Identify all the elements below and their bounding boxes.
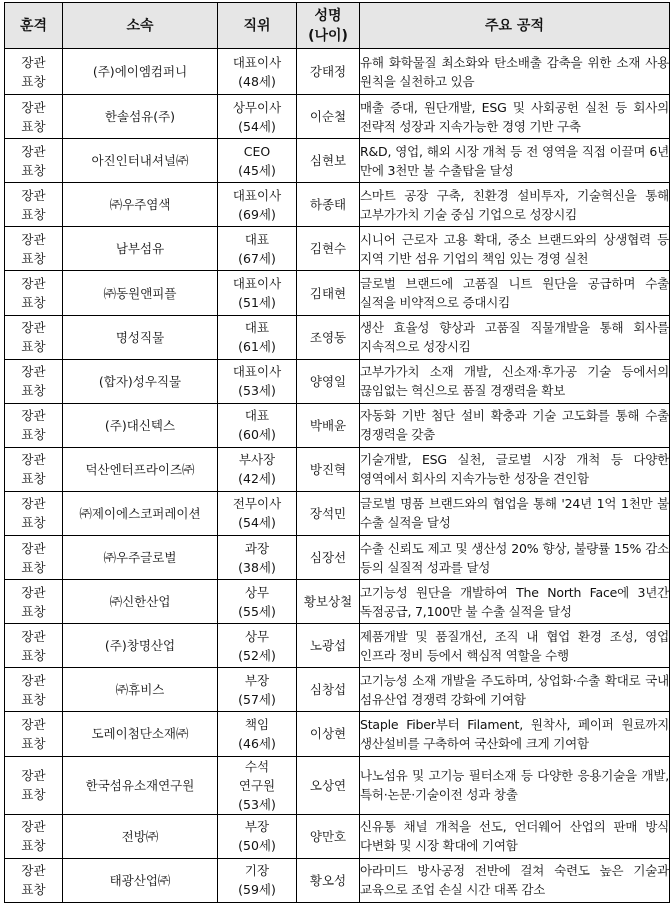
position-line: (57세) [238,691,276,707]
award-cell [5,403,63,447]
position-line: (53세) [238,383,276,399]
affiliation-cell: 남부섬유 [63,227,218,271]
position-cell [218,49,297,95]
award-line: 표창 [21,118,46,134]
name-cell: 박배윤 [297,403,360,447]
award-line: 표창 [21,691,46,707]
name-cell: 심창섭 [297,668,360,712]
position-line: 대표 [244,408,270,424]
achievement-cell: 고기능성 원단을 개발하여 The North Face에 3년간 독점공급, 7,100만 불 수출 실적을 달성 [360,580,670,624]
award-line: 표창 [21,73,46,89]
award-line: 장관 [21,54,46,70]
table-header [5,3,670,49]
affiliation-cell: 한국섬유소재연구원 [63,756,218,814]
table-row [5,95,670,139]
award-line: 표창 [21,735,46,751]
award-cell [5,712,63,756]
table-row [5,359,670,403]
table-row [5,814,670,858]
award-cell [5,858,63,902]
position-line: 수석 [244,758,270,774]
award-cell [5,814,63,858]
achievement-cell: 유해 화학물질 최소화와 탄소배출 감축을 위한 소재 사용 원칙을 실천하고 있음 [360,49,670,95]
position-line: 상무 [244,584,270,600]
award-line: 장관 [21,768,46,784]
position-line: (59세) [238,882,276,898]
position-cell [218,447,297,491]
award-cell [5,756,63,814]
award-line: 표창 [21,515,46,531]
achievement-cell: 수출 신뢰도 제고 및 생산성 20% 향상, 불량률 15% 감소 등의 실질적 성과를 달성 [360,536,670,580]
position-line: (50세) [238,838,276,854]
position-line: 대표이사 [232,54,282,70]
position-line: (53세) [238,796,276,812]
award-line: 장관 [21,540,46,556]
position-line: 연구원 [238,777,276,793]
affiliation-cell: 한솔섬유(주) [63,95,218,139]
name-cell: 장석민 [297,491,360,535]
position-cell [218,95,297,139]
name-cell: 강태정 [297,49,360,95]
position-line: CEO [243,143,271,159]
award-line: 장관 [21,452,46,468]
affiliation-cell: (주)대신텍스 [63,403,218,447]
position-cell [218,756,297,814]
award-line: 표창 [21,838,46,854]
position-line: 부장 [244,819,270,835]
position-cell [218,403,297,447]
name-cell: 심현보 [297,139,360,183]
header-name-line: 성명 [314,7,342,24]
award-line: 표창 [21,339,46,355]
achievement-cell: 고부가가치 소재 개발, 신소재·후가공 기술 등에서의 끊임없는 혁신으로 품질 경쟁력을 확보 [360,359,670,403]
award-cell [5,447,63,491]
award-cell [5,49,63,95]
position-line: (51세) [238,295,276,311]
position-line: 대표이사 [232,276,282,292]
position-line: (55세) [238,603,276,619]
achievement-cell: 글로벌 브랜드에 고품질 니트 원단을 공급하며 수출 실적을 비약적으로 증대시킴 [360,271,670,315]
affiliation-cell: ㈜휴비스 [63,668,218,712]
award-line: 표창 [21,603,46,619]
position-line: (54세) [238,515,276,531]
award-line: 장관 [21,863,46,879]
award-line: 표창 [21,882,46,898]
award-cell [5,139,63,183]
achievement-cell: 기술개발, ESG 실천, 글로벌 시장 개척 등 다양한 영역에서 회사의 지속가능한 성장을 견인함 [360,447,670,491]
achievement-cell: 신유통 채널 개척을 선도, 언더웨어 산업의 판매 방식 다변화 및 시장 확대에 기여함 [360,814,670,858]
name-cell: 이상현 [297,712,360,756]
table-row [5,315,670,359]
awards-table [4,2,670,903]
position-line: 상무 [244,628,270,644]
position-line: (67세) [238,250,276,266]
name-cell: 황오성 [297,858,360,902]
award-line: 장관 [21,231,46,247]
affiliation-cell: ㈜우주염색 [63,183,218,227]
position-cell [218,139,297,183]
name-cell: 김현수 [297,227,360,271]
position-line: (60세) [238,427,276,443]
name-cell: 심장선 [297,536,360,580]
position-cell [218,183,297,227]
header-row [5,3,670,49]
header-name [297,3,360,49]
position-line: (38세) [238,559,276,575]
award-line: 장관 [21,716,46,732]
achievement-cell: R&D, 영업, 해외 시장 개척 등 전 영역을 직접 이끌며 6년 만에 3천만 불 수출탑을 달성 [360,139,670,183]
award-line: 장관 [21,584,46,600]
name-cell: 양만호 [297,814,360,858]
header-position: 직위 [218,3,297,49]
achievement-cell: Staple Fiber부터 Filament, 원착사, 페이퍼 원료까지 생산설비를 구축하여 국산화에 크게 기여함 [360,712,670,756]
position-cell [218,580,297,624]
award-cell [5,359,63,403]
position-line: 부사장 [238,452,276,468]
table-row [5,183,670,227]
award-cell [5,95,63,139]
award-line: 장관 [21,672,46,688]
position-line: (54세) [238,118,276,134]
award-line: 장관 [21,187,46,203]
position-line: 기장 [244,863,270,879]
affiliation-cell: ㈜제이에스코퍼레이션 [63,491,218,535]
affiliation-cell: 전방㈜ [63,814,218,858]
table-body [5,49,670,903]
position-line: (52세) [238,647,276,663]
table-row [5,139,670,183]
position-line: (48세) [238,73,276,89]
award-line: 표창 [21,787,46,803]
position-cell [218,271,297,315]
name-cell: 조영동 [297,315,360,359]
position-line: 대표 [244,320,270,336]
name-cell: 노광섭 [297,624,360,668]
award-line: 표창 [21,427,46,443]
award-cell [5,315,63,359]
header-age-line: (나이) [308,27,348,44]
table-row [5,712,670,756]
award-line: 표창 [21,250,46,266]
achievement-cell: 제품개발 및 품질개선, 조직 내 협업 환경 조성, 영업 인프라 정비 등에서 핵심적 역할을 수행 [360,624,670,668]
affiliation-cell: ㈜신한산업 [63,580,218,624]
award-cell [5,580,63,624]
table-row [5,49,670,95]
table-row [5,536,670,580]
table-row [5,491,670,535]
affiliation-cell: ㈜우주글로벌 [63,536,218,580]
table-row [5,858,670,902]
affiliation-cell: 태광산업㈜ [63,858,218,902]
table-row [5,403,670,447]
position-line: 책임 [244,716,270,732]
achievement-cell: 나노섬유 및 고기능 필터소재 등 다양한 응용기술을 개발, 특허·논문·기술이전 성과 창출 [360,756,670,814]
header-achievement: 주요 공적 [360,3,670,49]
table-row [5,271,670,315]
achievement-cell: 시니어 근로자 고용 확대, 중소 브랜드와의 상생협력 등 지역 기반 섬유 기업의 책임 있는 경영 실천 [360,227,670,271]
achievement-cell: 매출 증대, 원단개발, ESG 및 사회공헌 실천 등 회사의 전략적 성장과 지속가능한 경영 기반 구축 [360,95,670,139]
award-cell [5,183,63,227]
position-line: 대표이사 [232,364,282,380]
name-cell: 방진혁 [297,447,360,491]
award-line: 표창 [21,383,46,399]
achievement-cell: 글로벌 명품 브랜드와의 협업을 통해 '24년 1억 1천만 불 수출 실적을 달성 [360,491,670,535]
award-line: 표창 [21,471,46,487]
award-line: 표창 [21,647,46,663]
award-line: 표창 [21,295,46,311]
table-row [5,624,670,668]
award-line: 장관 [21,99,46,115]
table-row [5,756,670,814]
affiliation-cell: 도레이첨단소재㈜ [63,712,218,756]
position-cell [218,227,297,271]
award-cell [5,271,63,315]
achievement-cell: 자동화 기반 첨단 설비 확충과 기술 고도화를 통해 수출 경쟁력을 갖춤 [360,403,670,447]
achievement-cell: 스마트 공장 구축, 친환경 설비투자, 기술혁신을 통해 고부가가치 기술 중심 기업으로 성장시킴 [360,183,670,227]
position-cell [218,491,297,535]
position-cell [218,359,297,403]
award-cell [5,491,63,535]
position-line: 상무이사 [232,99,282,115]
position-line: (61세) [238,339,276,355]
award-line: 장관 [21,496,46,512]
award-line: 장관 [21,819,46,835]
name-cell: 하종태 [297,183,360,227]
affiliation-cell: (합자)성우직물 [63,359,218,403]
award-line: 장관 [21,320,46,336]
award-cell [5,227,63,271]
position-cell [218,668,297,712]
name-cell: 양영일 [297,359,360,403]
achievement-cell: 생산 효율성 향상과 고품질 직물개발을 통해 회사를 지속적으로 성장시킴 [360,315,670,359]
affiliation-cell: (주)에이엠컴퍼니 [63,49,218,95]
award-cell [5,624,63,668]
award-line: 장관 [21,276,46,292]
table-row [5,580,670,624]
position-line: (69세) [238,206,276,222]
affiliation-cell: 덕산엔터프라이즈㈜ [63,447,218,491]
position-line: (42세) [238,471,276,487]
position-cell [218,814,297,858]
affiliation-cell: ㈜동원앤피플 [63,271,218,315]
header-award: 훈격 [5,3,63,49]
award-line: 장관 [21,364,46,380]
award-cell [5,536,63,580]
position-line: (45세) [238,162,276,178]
position-line: 대표 [244,231,270,247]
position-cell [218,624,297,668]
header-affiliation: 소속 [63,3,218,49]
award-line: 표창 [21,162,46,178]
award-cell [5,668,63,712]
affiliation-cell: 명성직물 [63,315,218,359]
award-line: 장관 [21,628,46,644]
name-cell: 이순철 [297,95,360,139]
affiliation-cell: (주)창명산업 [63,624,218,668]
table-row [5,447,670,491]
position-line: (46세) [238,735,276,751]
award-line: 표창 [21,206,46,222]
table-row [5,668,670,712]
award-line: 장관 [21,143,46,159]
position-line: 전무이사 [232,496,282,512]
position-line: 부장 [244,672,270,688]
award-line: 표창 [21,559,46,575]
affiliation-cell: 아진인터내셔널㈜ [63,139,218,183]
name-cell: 황보상철 [297,580,360,624]
name-cell: 오상연 [297,756,360,814]
position-line: 대표이사 [232,187,282,203]
position-cell [218,315,297,359]
award-line: 장관 [21,408,46,424]
achievement-cell: 아라미드 방사공정 전반에 걸쳐 숙련도 높은 기술과 교육으로 조업 손실 시간 대폭 감소 [360,858,670,902]
position-cell [218,712,297,756]
achievement-cell: 고기능성 소재 개발을 주도하며, 상업화·수출 확대로 국내 섬유산업 경쟁력 강화에 기여함 [360,668,670,712]
position-cell [218,536,297,580]
name-cell: 김태현 [297,271,360,315]
position-line: 과장 [244,540,270,556]
position-cell [218,858,297,902]
table-row [5,227,670,271]
